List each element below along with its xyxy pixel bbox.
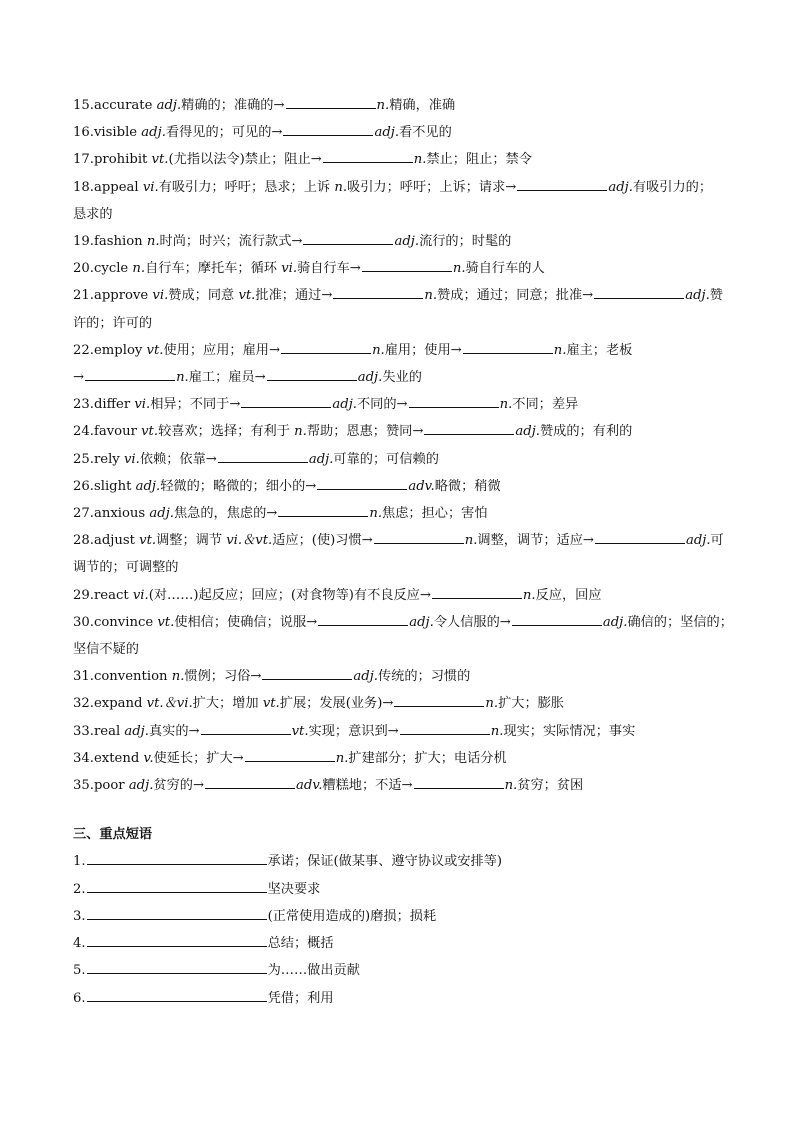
definition: 相异；不同于→: [150, 397, 241, 413]
part-of-speech: vt.＆vi.: [146, 696, 193, 712]
vocab-item: [73, 418, 727, 445]
part-of-speech: vt.: [157, 614, 175, 630]
part-of-speech: adj.: [135, 478, 161, 494]
item-number: 24.: [73, 424, 94, 440]
phrase-meaning: 坚决要求: [267, 881, 321, 897]
answer-blank[interactable]: [432, 586, 522, 599]
part-of-speech: adj.: [156, 98, 182, 113]
vocab-item: [73, 391, 727, 418]
item-number: 26.: [73, 478, 94, 494]
definition: 传统的；习惯的: [377, 669, 471, 685]
answer-blank[interactable]: [595, 531, 685, 544]
answer-blank[interactable]: [283, 123, 373, 136]
vocab-item-continuation: 调节的；可调整的: [73, 560, 179, 576]
definition: 依赖；依靠→: [139, 451, 217, 467]
vocab-item: [73, 146, 727, 173]
part-of-speech: n.: [490, 723, 504, 739]
answer-blank[interactable]: [333, 286, 423, 299]
phrase-item: [73, 848, 727, 875]
vocab-item: [73, 337, 727, 364]
definition: 骑自行车的人: [465, 261, 545, 277]
definition: 禁止；阻止；禁令: [426, 152, 532, 168]
definition: 使相信；使确信；说服→: [174, 614, 318, 630]
answer-blank[interactable]: [424, 422, 514, 435]
headword: react: [93, 587, 133, 603]
part-of-speech: vi.: [152, 288, 169, 304]
answer-blank[interactable]: [374, 531, 464, 544]
headword: slight: [93, 478, 136, 494]
item-number: 15.: [73, 98, 94, 113]
definition: 较喜欢；选择；有利于: [158, 424, 295, 440]
headword: poor: [93, 778, 129, 794]
item-number: 31.: [73, 669, 94, 685]
answer-blank[interactable]: [278, 504, 368, 517]
headword: convention: [93, 669, 172, 685]
phrase-item: [73, 903, 727, 930]
item-number: 5.: [73, 963, 86, 979]
part-of-speech: vt.: [262, 696, 280, 712]
item-number: 27.: [73, 506, 94, 522]
definition: 使用；应用；雇用→: [163, 342, 281, 358]
part-of-speech: n.: [485, 696, 499, 712]
headword: employ: [93, 342, 147, 358]
part-of-speech: n.: [499, 397, 513, 413]
answer-blank[interactable]: [286, 96, 376, 109]
vocab-item: [73, 500, 727, 527]
definition: 吸引力；呼吁；上诉；请求→: [347, 179, 517, 195]
answer-blank[interactable]: [362, 259, 452, 272]
phrase-blank[interactable]: [87, 989, 267, 1002]
definition: 糟糕地；不适→: [322, 778, 413, 794]
vocab-item: [73, 228, 727, 255]
phrase-blank[interactable]: [87, 934, 267, 947]
answer-blank[interactable]: [303, 232, 393, 245]
part-of-speech: v.: [143, 750, 154, 766]
vocab-item: [73, 582, 727, 609]
part-of-speech: adj.: [394, 234, 420, 250]
definition: 批准；通过→: [255, 288, 333, 304]
phrase-item: [73, 930, 727, 957]
definition: 精确的；准确的→: [181, 98, 285, 113]
headword: convince: [93, 614, 158, 630]
headword: anxious: [93, 506, 150, 522]
answer-blank[interactable]: [463, 341, 553, 354]
item-number: 17.: [73, 152, 94, 168]
phrase-meaning: 承诺；保证(做某事、遵守协议或安排等): [267, 854, 503, 870]
part-of-speech: vt.: [151, 152, 169, 168]
part-of-speech: adj.: [332, 397, 357, 413]
phrase-meaning: 凭借；利用: [267, 990, 334, 1006]
answer-blank[interactable]: [323, 150, 413, 163]
headword: visible: [93, 125, 142, 141]
arrow-text: →: [73, 370, 85, 386]
item-number: 21.: [73, 288, 94, 304]
answer-blank[interactable]: [400, 722, 490, 735]
part-of-speech: adj.: [602, 614, 628, 630]
definition: 可靠的；可信赖的: [333, 451, 439, 467]
part-of-speech: vt.: [291, 723, 309, 739]
definition: 帮助；恩惠；赞同→: [306, 424, 424, 440]
part-of-speech: vt.: [238, 288, 256, 304]
vocab-item-continuation: 坚信不疑的: [73, 642, 139, 658]
part-of-speech: n.: [553, 342, 567, 358]
vocab-item-continuation: [73, 364, 727, 391]
definition: 看不见的: [399, 125, 452, 141]
phrase-item: [73, 876, 727, 903]
definition: (对……)起反应；回应；(对食物等)有不良反应→: [148, 587, 431, 603]
part-of-speech: adj.: [128, 778, 154, 794]
vocab-item: [73, 119, 727, 146]
part-of-speech: n.: [413, 152, 427, 168]
definition: (尤指以法令)禁止；阻止→: [168, 152, 322, 168]
item-number: 30.: [73, 614, 94, 630]
part-of-speech: n.: [522, 587, 536, 603]
answer-blank[interactable]: [245, 749, 335, 762]
item-number: 18.: [73, 179, 94, 195]
headword: expand: [93, 696, 147, 712]
definition: 现实；实际情况；事实: [503, 723, 636, 739]
answer-blank[interactable]: [512, 613, 602, 626]
phrase-blank[interactable]: [87, 880, 267, 893]
part-of-speech: vt.: [146, 342, 164, 358]
definition: 失业的: [382, 370, 422, 386]
definition: 确信的；坚信的；: [627, 614, 733, 630]
definition: 不同；差异: [512, 397, 579, 413]
definition: 赞成的；有利的: [539, 424, 633, 440]
answer-blank[interactable]: [317, 477, 407, 490]
item-number: 22.: [73, 342, 94, 358]
definition: 扩展；发展(业务)→: [279, 696, 394, 712]
definition: 真实的→: [148, 723, 200, 739]
answer-blank[interactable]: [594, 286, 684, 299]
vocabulary-list: [73, 92, 733, 799]
answer-blank[interactable]: [201, 722, 291, 735]
definition: 赞: [709, 288, 723, 304]
answer-blank[interactable]: [281, 341, 371, 354]
item-number: 20.: [73, 261, 94, 277]
headword: differ: [93, 397, 135, 413]
item-number: 32.: [73, 696, 94, 712]
definition: 贫穷；贫困: [517, 778, 584, 794]
worksheet-content: [73, 92, 733, 1012]
answer-blank[interactable]: [267, 368, 357, 381]
phrase-meaning: 总结；概括: [267, 936, 334, 952]
phrase-blank[interactable]: [87, 907, 267, 920]
item-number: 6.: [73, 990, 86, 1006]
definition: 扩大；增加: [192, 696, 263, 712]
definition: 令人信服的→: [433, 614, 511, 630]
headword: adjust: [93, 533, 140, 549]
definition: 使延长；扩大→: [153, 750, 244, 766]
headword: favour: [93, 424, 142, 440]
vocab-item: [73, 663, 727, 690]
definition: 扩建部分；扩大；电话分机: [348, 750, 507, 766]
item-number: 28.: [73, 533, 94, 549]
definition: 惯例；习俗→: [184, 669, 262, 685]
definition: 赞成；通过；同意；批准→: [437, 288, 594, 304]
definition: 可: [710, 533, 724, 549]
vocab-item: [73, 745, 727, 772]
part-of-speech: n.: [452, 261, 466, 277]
answer-blank[interactable]: [409, 395, 499, 408]
definition: 调整；调节: [156, 533, 227, 549]
headword: rely: [93, 451, 124, 467]
vocab-item-continuation: 许的；许可的: [73, 315, 153, 331]
definition: 略微；稍微: [434, 478, 501, 494]
vocab-item: [73, 174, 727, 201]
part-of-speech: n.: [504, 778, 518, 794]
part-of-speech: adj.: [149, 506, 174, 522]
item-number: 16.: [73, 125, 94, 141]
phrase-list: [73, 848, 727, 1011]
part-of-speech: adj.: [308, 451, 334, 467]
answer-blank[interactable]: [414, 776, 504, 789]
definition: 雇工；雇员→: [188, 370, 266, 386]
part-of-speech: vt.: [141, 424, 159, 440]
definition: 看得见的；可见的→: [165, 125, 283, 141]
vocab-item: [73, 473, 727, 500]
definition: 反应，回应: [535, 587, 602, 603]
part-of-speech: adj.: [515, 424, 540, 440]
answer-blank[interactable]: [205, 776, 295, 789]
definition: 焦急的，焦虑的→: [173, 506, 278, 522]
part-of-speech: n.: [424, 288, 438, 304]
item-number: 1.: [73, 854, 86, 870]
part-of-speech: n.: [171, 669, 185, 685]
definition: 骑自行车→: [297, 261, 361, 277]
part-of-speech: n.: [335, 750, 349, 766]
answer-blank[interactable]: [517, 178, 607, 191]
phrase-meaning: 为……做出贡献: [267, 963, 360, 979]
definition: 贫穷的→: [153, 778, 205, 794]
vocab-item: [73, 690, 727, 717]
item-number: 35.: [73, 778, 94, 794]
item-number: 4.: [73, 936, 86, 952]
vocab-item: [73, 718, 727, 745]
part-of-speech: n.: [464, 533, 478, 549]
item-number: 29.: [73, 587, 94, 603]
part-of-speech: adj.: [357, 370, 383, 386]
part-of-speech: adj.: [374, 125, 400, 141]
answer-blank[interactable]: [394, 694, 484, 707]
part-of-speech: adj.: [685, 288, 710, 304]
answer-blank[interactable]: [241, 395, 331, 408]
part-of-speech: adj.: [141, 125, 166, 141]
headword: approve: [93, 288, 153, 304]
phrase-meaning: (正常使用造成的)磨损；损耗: [267, 908, 437, 924]
item-number: 34.: [73, 750, 94, 766]
definition: 有吸引力的；: [632, 179, 713, 195]
item-number: 25.: [73, 451, 94, 467]
answer-blank[interactable]: [318, 613, 408, 626]
part-of-speech: n.: [294, 424, 307, 440]
part-of-speech: adj.: [608, 179, 633, 195]
item-number: 33.: [73, 723, 94, 739]
part-of-speech: adj.: [124, 723, 149, 739]
part-of-speech: vi.: [123, 451, 140, 467]
vocab-item: [73, 609, 733, 636]
definition: 时尚；时兴；流行款式→: [159, 234, 303, 250]
vocab-item: [73, 446, 727, 473]
section-title: 三、重点短语: [73, 827, 153, 843]
vocab-item: [73, 772, 727, 799]
item-number: 3.: [73, 908, 86, 924]
definition: 焦虑；担心；害怕: [382, 506, 488, 522]
phrase-item: [73, 957, 727, 984]
part-of-speech: vi.: [281, 261, 298, 277]
item-number: 19.: [73, 234, 94, 250]
vocab-item: [73, 282, 727, 309]
definition: 流行的；时髦的: [419, 234, 512, 250]
part-of-speech: vi.: [132, 587, 149, 603]
part-of-speech: vt.: [139, 533, 157, 549]
definition: 有吸引力；呼吁；恳求；上诉: [158, 179, 335, 195]
phrase-blank[interactable]: [87, 961, 267, 974]
part-of-speech: n.: [334, 179, 348, 195]
definition: 雇用；使用→: [384, 342, 462, 358]
headword: extend: [93, 750, 144, 766]
item-number: 23.: [73, 397, 94, 413]
part-of-speech: adj.: [685, 533, 711, 549]
definition: 不同的→: [356, 397, 408, 413]
vocab-item: [73, 527, 727, 554]
part-of-speech: adv.: [296, 778, 323, 794]
answer-blank[interactable]: [262, 667, 352, 680]
definition: 实现；意识到→: [308, 723, 399, 739]
definition: 扩大；膨胀: [498, 696, 565, 712]
answer-blank[interactable]: [218, 450, 308, 463]
part-of-speech: vi.: [134, 397, 151, 413]
part-of-speech: adj.: [353, 669, 378, 685]
definition: 精确，准确: [389, 98, 456, 113]
phrase-blank[interactable]: [87, 852, 267, 865]
headword: accurate: [93, 98, 157, 113]
vocab-item: [73, 92, 727, 119]
part-of-speech: adv.: [408, 478, 435, 494]
headword: real: [93, 723, 125, 739]
definition: 自行车；摩托车；循环: [145, 261, 282, 277]
part-of-speech: n.: [132, 261, 146, 277]
definition: 赞成；同意: [168, 288, 239, 304]
definition: 适应；(使)习惯→: [272, 533, 373, 549]
part-of-speech: n.: [372, 342, 385, 358]
part-of-speech: vi.＆vt.: [226, 533, 273, 549]
definition: 雇主；老板: [566, 342, 633, 358]
definition: 轻微的；略微的；细小的→: [160, 478, 317, 494]
vocab-item-continuation: 恳求的: [73, 206, 113, 222]
part-of-speech: n.: [376, 98, 390, 113]
item-number: 2.: [73, 881, 86, 897]
headword: fashion: [93, 234, 147, 250]
part-of-speech: n.: [146, 234, 160, 250]
headword: cycle: [93, 261, 133, 277]
vocab-item: [73, 255, 727, 282]
part-of-speech: n.: [369, 506, 383, 522]
answer-blank[interactable]: [85, 368, 175, 381]
headword: appeal: [93, 179, 143, 195]
part-of-speech: adj.: [409, 614, 434, 630]
part-of-speech: vi.: [142, 179, 159, 195]
part-of-speech: n.: [176, 370, 189, 386]
phrase-item: [73, 985, 727, 1012]
definition: 调整，调节；适应→: [477, 533, 594, 549]
headword: prohibit: [93, 152, 152, 168]
